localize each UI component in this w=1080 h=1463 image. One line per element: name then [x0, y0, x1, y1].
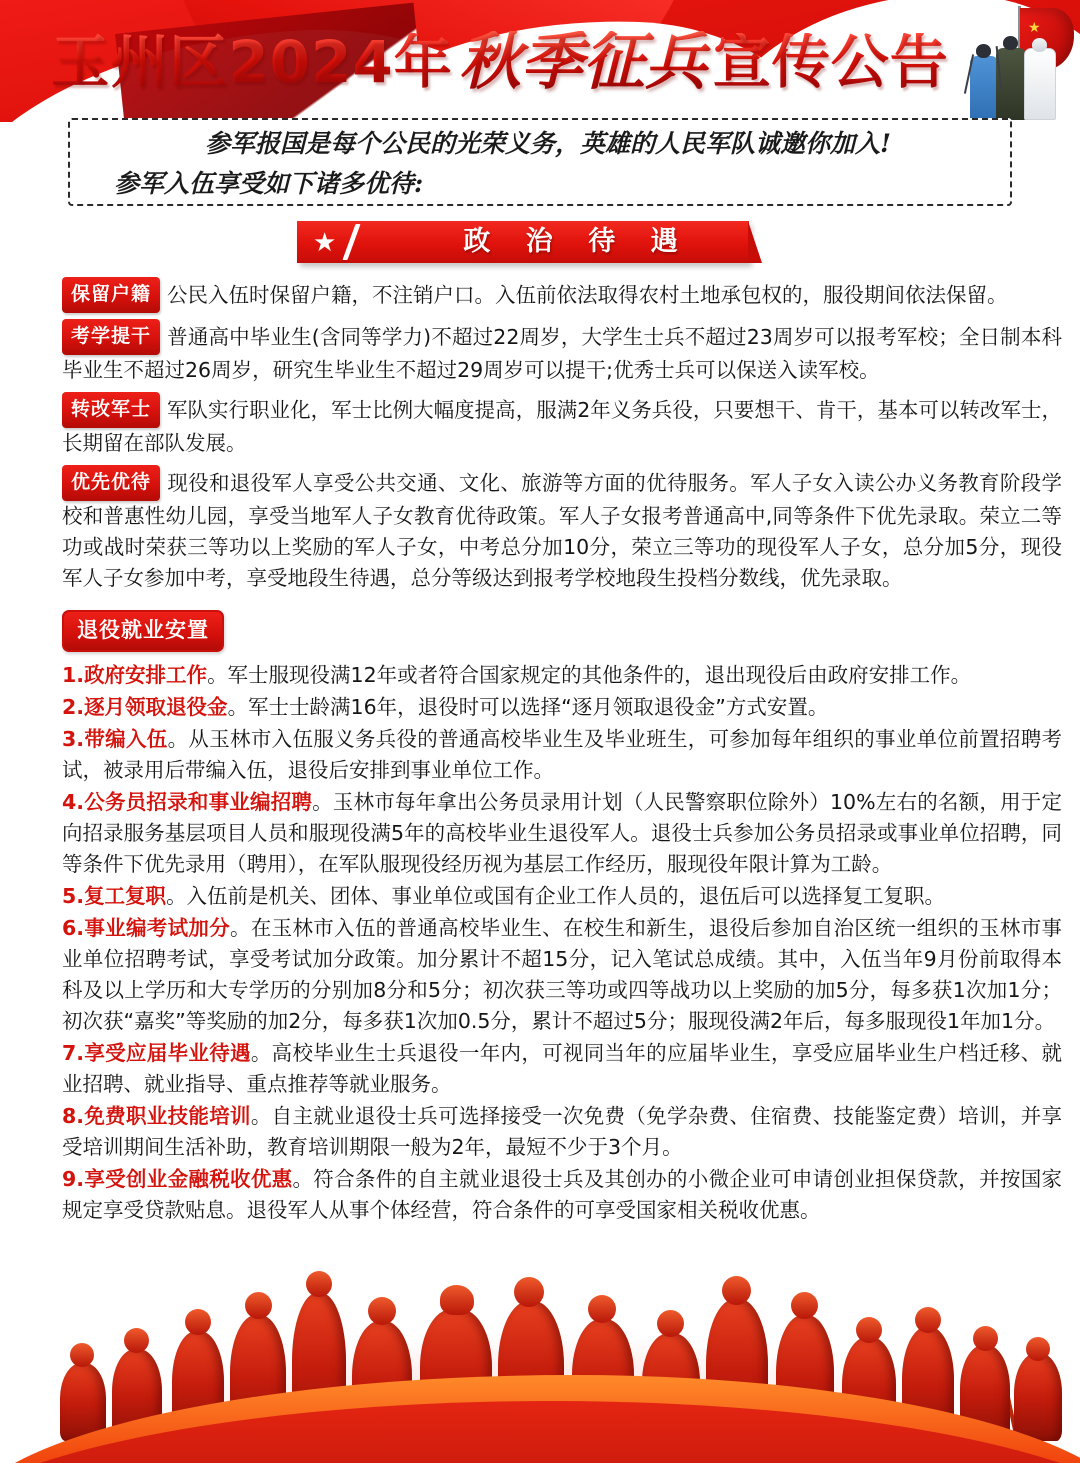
employment-item-key: 享受创业金融税收优惠 — [84, 1167, 293, 1191]
benefit-text: 公民入伍时保留户籍，不注销户口。入伍前依法取得农村土地承包权的，服役期间依法保留。 — [167, 283, 1008, 307]
employment-item-number: 1. — [62, 663, 85, 687]
employment-item-number: 4. — [62, 790, 85, 814]
employment-item-number: 9. — [62, 1167, 85, 1191]
employment-item-body: 。高校毕业生士兵退役一年内，可视同当年的应届毕业生，享受应届毕业生户档迁移、就业招聘、就业指导、重点推荐等就业服务。 — [62, 1041, 1062, 1096]
employment-item-body: 。从玉林市入伍服义务兵役的普通高校毕业生及毕业班生，可参加每年组织的事业单位前置招聘考试，被录用后带编入伍，退役后安排到事业单位工作。 — [62, 727, 1063, 782]
poster-body — [62, 277, 1062, 1227]
benefit-badge: 考学提干 — [62, 319, 160, 355]
employment-section — [62, 610, 1062, 1226]
employment-item-number: 7. — [62, 1041, 85, 1065]
employment-item — [62, 1038, 1062, 1100]
section-banner-political — [297, 221, 757, 269]
employment-item-body: 。军士士龄满16年，退役时可以选择“逐月领取退役金”方式安置。 — [227, 695, 829, 719]
soldiers-monument-artwork — [0, 1231, 1080, 1463]
employment-item-number: 6. — [62, 916, 85, 940]
employment-item-key: 事业编考试加分 — [84, 916, 231, 940]
section-header-employment: 退役就业安置 — [62, 610, 224, 652]
title-segment-prefix: 玉州区2024年 — [51, 28, 453, 96]
star-icon: ★ — [313, 227, 337, 257]
monument-figure-head — [973, 1326, 998, 1351]
monument-figure-head — [70, 1343, 94, 1367]
employment-item — [62, 881, 1062, 912]
soldier-navy — [1024, 48, 1056, 120]
employment-item — [62, 913, 1062, 1037]
employment-item-body: 。玉林市每年拿出公务员录用计划（人民警察职位除外）10%左右的名额，用于定向招录服务基层项目人员和服现役满5年的高校毕业生退役军人。退役士兵参加公务员招录或事业单位招聘，同等条件下优先录用（聘用），在军队服现役经历视为基层工作经历，服现役年限计算为工龄。 — [62, 790, 1063, 876]
employment-item — [62, 1164, 1062, 1226]
intro-line-1: 参军报国是每个公民的光荣义务，英雄的人民军队诚邀你加入! — [205, 129, 891, 158]
soldier-navy-head — [1032, 38, 1047, 52]
employment-item-key: 政府安排工作 — [84, 663, 208, 687]
benefit-badge: 转改军士 — [62, 392, 160, 428]
benefit-text: 现役和退役军人享受公共交通、文化、旅游等方面的优待服务。军人子女入读公办义务教育阶段学校和普惠性幼儿园，享受当地军人子女教育优待政策。军人子女报考普通高中,同等条件下优先录取。荣立二等功或战时荣获三等功以上奖励的军人子女，中考总分加10分，荣立三等功的现役军人子女，总分加5分，现役军人子女参加中考，享受地段生待遇，总分等级达到报考学校地段生投档分数线，优先录取。 — [62, 471, 1062, 590]
monument-horse-head — [440, 1285, 474, 1315]
monument-figure-head — [368, 1297, 396, 1325]
employment-item — [62, 787, 1062, 880]
employment-item-number: 2. — [62, 695, 85, 719]
employment-item — [62, 660, 1062, 691]
monument-figure-head — [588, 1295, 616, 1323]
intro-line-2: 参军入伍享受如下诸多优待: — [114, 169, 424, 198]
employment-item-body: 。符合条件的自主就业退役士兵及其创办的小微企业可申请创业担保贷款，并按国家规定享受贷款贴息。退役军人从事个体经营，符合条件的可享受国家相关税收优惠。 — [62, 1167, 1063, 1222]
employment-item-body: 。自主就业退役士兵可选择接受一次免费（免学杂费、住宿费、技能鉴定费）培训，并享受培训期间生活补助，教育培训期限一般为2年，最短不少于3个月。 — [62, 1104, 1062, 1159]
employment-item-number: 5. — [62, 884, 85, 908]
benefit-badge: 保留户籍 — [62, 277, 160, 313]
benefit-item — [62, 465, 1062, 594]
employment-item-body: 。入伍前是机关、团体、事业单位或国有企业工作人员的，退伍后可以选择复工复职。 — [166, 884, 946, 908]
employment-item — [62, 1101, 1062, 1163]
soldier-army-head — [1003, 36, 1018, 50]
employment-item-key: 享受应届毕业待遇 — [84, 1041, 251, 1065]
employment-item-body: 。在玉林市入伍的普通高校毕业生、在校生和新生，退役后参加自治区统一组织的玉林市事业单位招聘考试，享受考试加分政策。加分累计不超15分，记入笔试总成绩。其中，入伍当年9月份前取得本科及以上学历和大专学历的分别加8分和5分；初次获三等功或四等战功以上奖励的加5分，每多获1次加1分；初次获“嘉奖”等奖励的加2分，每多获1次加0.5分，累计不超过5分；服现役满2年后，每多服现役1年加1分。 — [62, 916, 1063, 1033]
employment-item-number: 8. — [62, 1104, 85, 1128]
soldiers-with-flag-image — [954, 4, 1072, 122]
benefit-badge: 优先优待 — [62, 465, 160, 501]
page-title — [0, 22, 1000, 102]
monument-figure-head — [245, 1292, 272, 1319]
section-banner-title: 政 治 待 遇 — [463, 226, 691, 257]
benefit-text: 普通高中毕业生(含同等学力)不超过22周岁，大学生士兵不超过23周岁可以报考军校；全日制本科毕业生不超过26周岁，研究生毕业生不超过29周岁可以提干;优秀士兵可以保送入读军校。 — [62, 325, 1062, 382]
monument-figure-head — [185, 1309, 211, 1335]
monument-figure-head — [124, 1328, 149, 1353]
benefit-item — [62, 392, 1062, 459]
benefit-text: 军队实行职业化，军士比例大幅度提高，服满2年义务兵役，只要想干、肯干，基本可以转改军士，长期留在部队发展。 — [62, 398, 1062, 455]
employment-item — [62, 692, 1062, 723]
monument-figure-head — [306, 1271, 332, 1297]
monument-figure — [1014, 1353, 1062, 1441]
employment-item-key: 公务员招录和事业编招聘 — [84, 790, 313, 814]
employment-item-key: 逐月领取退役金 — [84, 695, 228, 719]
monument-figure-head — [722, 1276, 751, 1305]
benefit-item — [62, 319, 1062, 386]
employment-item — [62, 724, 1062, 786]
monument-figure-head — [915, 1307, 941, 1333]
soldier-airforce-head — [976, 44, 991, 58]
monument-figure-head — [791, 1292, 818, 1319]
soldier-airforce — [970, 56, 998, 120]
flag-star-icon: ★ — [1028, 19, 1041, 35]
monument-figure-head — [856, 1317, 882, 1343]
monument-figure-head — [657, 1310, 684, 1337]
political-benefits-list — [62, 277, 1062, 594]
monument-figure-head — [1026, 1337, 1050, 1361]
title-segment-suffix: 宣传公告 — [712, 28, 949, 96]
employment-item-number: 3. — [62, 727, 85, 751]
employment-item-key: 免费职业技能培训 — [84, 1104, 251, 1128]
employment-item-key: 复工复职 — [84, 884, 167, 908]
monument-figure-head — [514, 1277, 544, 1307]
benefit-item — [62, 277, 1062, 313]
intro-callout-box — [68, 118, 1012, 206]
employment-item-body: 。军士服现役满12年或者符合国家规定的其他条件的，退出现役后由政府安排工作。 — [207, 663, 972, 687]
employment-item-key: 带编入伍 — [84, 727, 168, 751]
title-segment-cursive: 秋季征兵 — [455, 31, 711, 93]
